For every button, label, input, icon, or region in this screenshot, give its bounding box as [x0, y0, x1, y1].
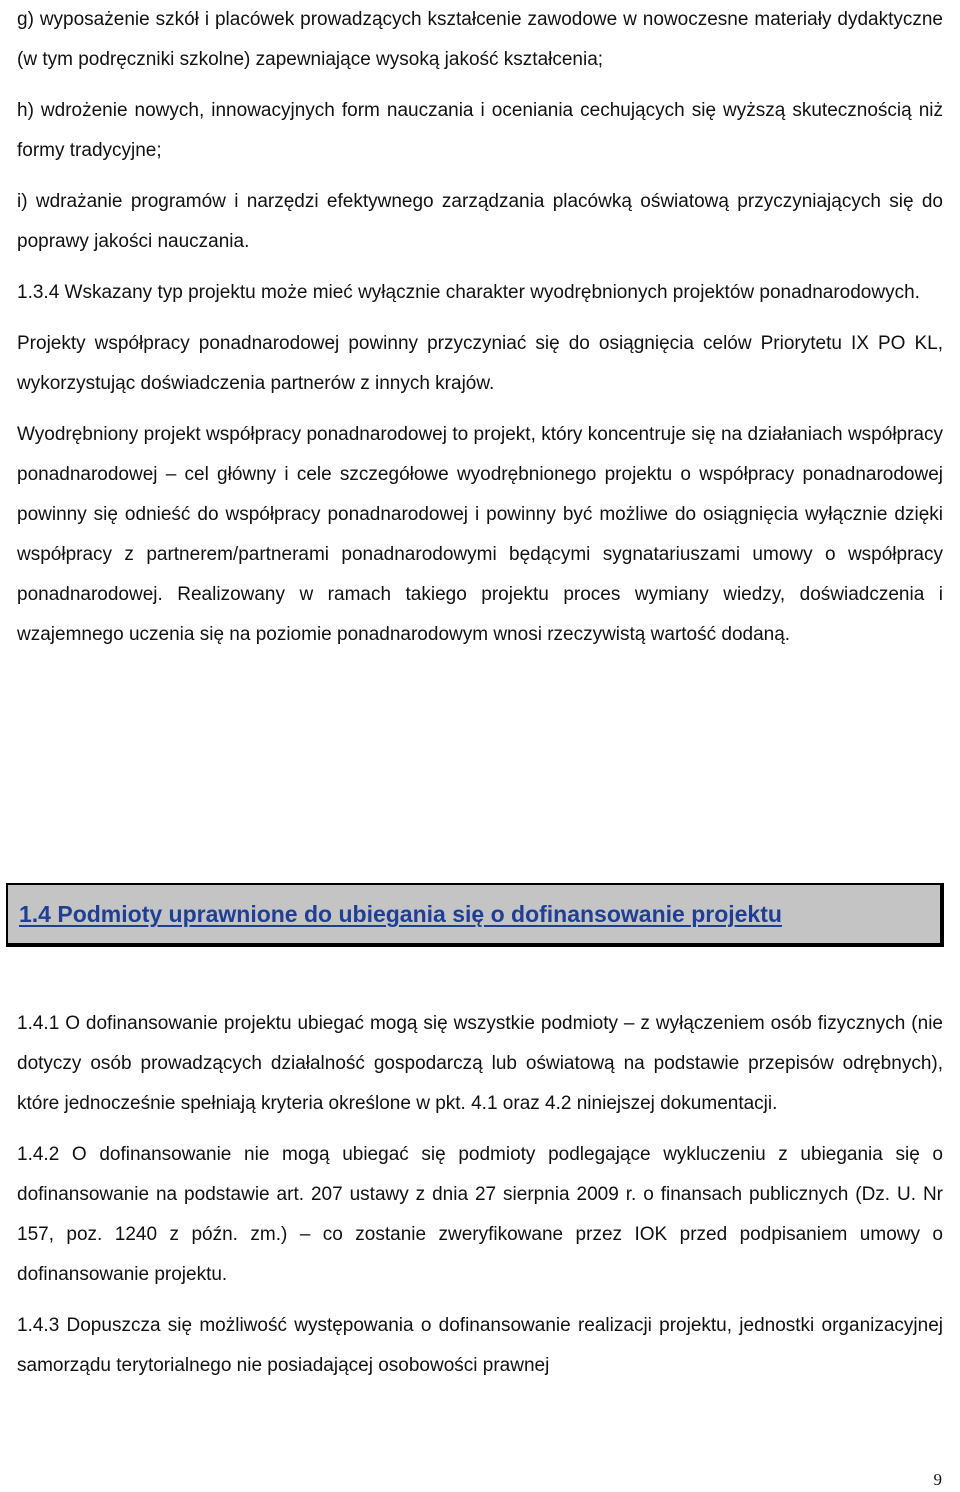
paragraph-projekty: Projekty współpracy ponadnarodowej powinny przyczyniać się do osiągnięcia celów Priorytetu IX PO KL, wykorzystując doświadczenia partnerów z innych krajów.: [17, 333, 943, 394]
section-heading: 1.4 Podmioty uprawnione do ubiegania się o dofinansowanie projektu: [19, 901, 782, 927]
section-heading-box: [6, 883, 944, 947]
paragraph-1-3-4: 1.3.4 Wskazany typ projektu może mieć wyłącznie charakter wyodrębnionych projektów ponadnarodowych.: [17, 282, 920, 303]
paragraph-1-4-1: 1.4.1 O dofinansowanie projektu ubiegać mogą się wszystkie podmioty – z wyłączeniem osób fizycznych (nie dotyczy osób prowadzących działalność gospodarczą lub oświatową na podstawie przepisów odrębnych), które jednocześnie spełniają kryteria określone w pkt. 4.1 oraz 4.2 niniejszej dokumentacji.: [17, 1013, 943, 1114]
upper-section: [17, 0, 943, 655]
list-item-i: i) wdrażanie programów i narzędzi efektywnego zarządzania placówką oświatową przyczyniających się do poprawy jakości nauczania.: [17, 191, 943, 252]
lower-section: [17, 1004, 943, 1386]
paragraph-1-4-3: 1.4.3 Dopuszcza się możliwość występowania o dofinansowanie realizacji projektu, jednostki organizacyjnej samorządu terytorialnego nie posiadającej osobowości prawnej: [17, 1315, 943, 1376]
list-item-g: g) wyposażenie szkół i placówek prowadzących kształcenie zawodowe w nowoczesne materiały dydaktyczne (w tym podręczniki szkolne) zapewniające wysoką jakość kształcenia;: [17, 9, 943, 70]
page-number: 9: [933, 1470, 942, 1489]
paragraph-wyodrebniony: Wyodrębniony projekt współpracy ponadnarodowej to projekt, który koncentruje się na działaniach współpracy ponadnarodowej – cel główny i cele szczegółowe wyodrębnionego projektu o współpracy ponadnarodowej powinny się odnieść do współpracy ponadnarodowej i powinny być możliwe do osiągnięcia wyłącznie dzięki współpracy z partnerem/partnerami ponadnarodowymi będącymi sygnatariuszami umowy o współpracy ponadnarodowej. Realizowany w ramach takiego projektu proces wymiany wiedzy, doświadczenia i wzajemnego uczenia się na poziomie ponadnarodowym wnosi rzeczywistą wartość dodaną.: [17, 424, 943, 645]
paragraph-1-4-2: 1.4.2 O dofinansowanie nie mogą ubiegać się podmioty podlegające wykluczeniu z ubiegania się o dofinansowanie na podstawie art. 207 ustawy z dnia 27 sierpnia 2009 r. o finansach publicznych (Dz. U. Nr 157, poz. 1240 z późn. zm.) – co zostanie zweryfikowane przez IOK przed podpisaniem umowy o dofinansowanie projektu.: [17, 1144, 943, 1285]
list-item-h: h) wdrożenie nowych, innowacyjnych form nauczania i oceniania cechujących się wyższą skutecznością niż formy tradycyjne;: [17, 100, 943, 161]
